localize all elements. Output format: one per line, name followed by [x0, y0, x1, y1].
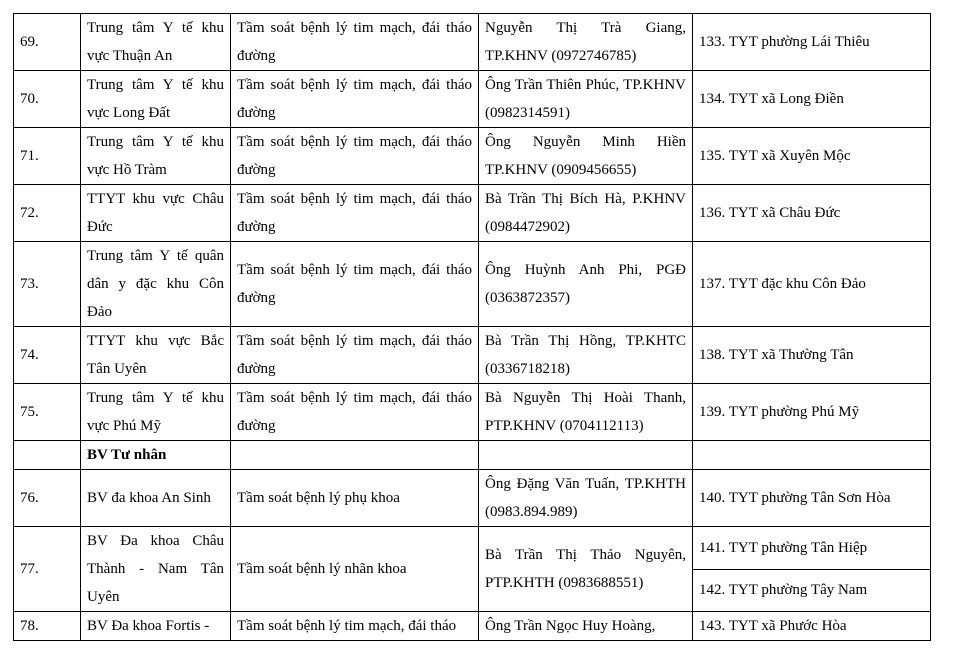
unit-name: BV Đa khoa Fortis - — [81, 612, 231, 641]
section-title: BV Tư nhân — [81, 441, 231, 470]
health-station: 141. TYT phường Tân Hiệp — [693, 527, 931, 570]
contact-person: Ông Nguyễn Minh Hiền TP.KHNV (0909456655) — [479, 128, 693, 185]
table-row — [14, 128, 931, 185]
health-station: 140. TYT phường Tân Sơn Hòa — [693, 470, 931, 527]
row-number: 78. — [14, 612, 81, 641]
contact-person: Ông Huỳnh Anh Phi, PGĐ (0363872357) — [479, 242, 693, 327]
service-name: Tầm soát bệnh lý tim mạch, đái tháo đường — [231, 128, 479, 185]
empty-cell — [693, 441, 931, 470]
health-station: 143. TYT xã Phước Hòa — [693, 612, 931, 641]
unit-name: Trung tâm Y tế khu vực Hồ Tràm — [81, 128, 231, 185]
health-station: 139. TYT phường Phú Mỹ — [693, 384, 931, 441]
contact-person: Nguyễn Thị Trà Giang, TP.KHNV (0972746785) — [479, 14, 693, 71]
row-number: 72. — [14, 185, 81, 242]
contact-person: Bà Trần Thị Hồng, TP.KHTC (0336718218) — [479, 327, 693, 384]
table-row — [14, 242, 931, 327]
service-name: Tầm soát bệnh lý phụ khoa — [231, 470, 479, 527]
unit-name: BV đa khoa An Sinh — [81, 470, 231, 527]
table-row — [14, 384, 931, 441]
service-name: Tầm soát bệnh lý tim mạch, đái tháo đường — [231, 242, 479, 327]
service-name: Tầm soát bệnh lý tim mạch, đái tháo — [231, 612, 479, 641]
unit-name: Trung tâm Y tế khu vực Phú Mỹ — [81, 384, 231, 441]
section-row — [14, 441, 931, 470]
table-row — [14, 185, 931, 242]
row-number: 77. — [14, 527, 81, 612]
section-number-cell — [14, 441, 81, 470]
health-station: 136. TYT xã Châu Đức — [693, 185, 931, 242]
contact-person: Bà Trần Thị Thảo Nguyên, PTP.KHTH (0983688551) — [479, 527, 693, 612]
contact-person: Bà Trần Thị Bích Hà, P.KHNV (0984472902) — [479, 185, 693, 242]
contact-person: Bà Nguyễn Thị Hoài Thanh, PTP.KHNV (0704112113) — [479, 384, 693, 441]
service-name: Tầm soát bệnh lý tim mạch, đái tháo đường — [231, 185, 479, 242]
table-row — [14, 327, 931, 384]
service-name: Tầm soát bệnh lý nhãn khoa — [231, 527, 479, 612]
health-station: 133. TYT phường Lái Thiêu — [693, 14, 931, 71]
unit-name: Trung tâm Y tế khu vực Thuận An — [81, 14, 231, 71]
empty-cell — [231, 441, 479, 470]
service-name: Tầm soát bệnh lý tim mạch, đái tháo đường — [231, 384, 479, 441]
row-number: 76. — [14, 470, 81, 527]
health-station: 134. TYT xã Long Điền — [693, 71, 931, 128]
unit-name: TTYT khu vực Châu Đức — [81, 185, 231, 242]
table-row — [14, 14, 931, 71]
unit-name: BV Đa khoa Châu Thành - Nam Tân Uyên — [81, 527, 231, 612]
facility-table — [13, 13, 931, 641]
service-name: Tầm soát bệnh lý tim mạch, đái tháo đường — [231, 14, 479, 71]
unit-name: TTYT khu vực Bắc Tân Uyên — [81, 327, 231, 384]
row-number: 75. — [14, 384, 81, 441]
unit-name: Trung tâm Y tế khu vực Long Đất — [81, 71, 231, 128]
row-number: 71. — [14, 128, 81, 185]
contact-person: Ông Trần Ngọc Huy Hoàng, — [479, 612, 693, 641]
service-name: Tầm soát bệnh lý tim mạch, đái tháo đường — [231, 71, 479, 128]
row-number: 74. — [14, 327, 81, 384]
health-station: 135. TYT xã Xuyên Mộc — [693, 128, 931, 185]
row-number: 70. — [14, 71, 81, 128]
contact-person: Ông Đặng Văn Tuấn, TP.KHTH (0983.894.989) — [479, 470, 693, 527]
unit-name: Trung tâm Y tế quân dân y đặc khu Côn Đảo — [81, 242, 231, 327]
empty-cell — [479, 441, 693, 470]
health-station: 137. TYT đặc khu Côn Đảo — [693, 242, 931, 327]
table-row — [14, 527, 931, 570]
health-station: 138. TYT xã Thường Tân — [693, 327, 931, 384]
table-row — [14, 71, 931, 128]
row-number: 69. — [14, 14, 81, 71]
health-station: 142. TYT phường Tây Nam — [693, 569, 931, 612]
table-row — [14, 612, 931, 641]
row-number: 73. — [14, 242, 81, 327]
table-row — [14, 470, 931, 527]
table-body — [14, 14, 931, 641]
contact-person: Ông Trần Thiên Phúc, TP.KHNV (0982314591) — [479, 71, 693, 128]
service-name: Tầm soát bệnh lý tim mạch, đái tháo đường — [231, 327, 479, 384]
